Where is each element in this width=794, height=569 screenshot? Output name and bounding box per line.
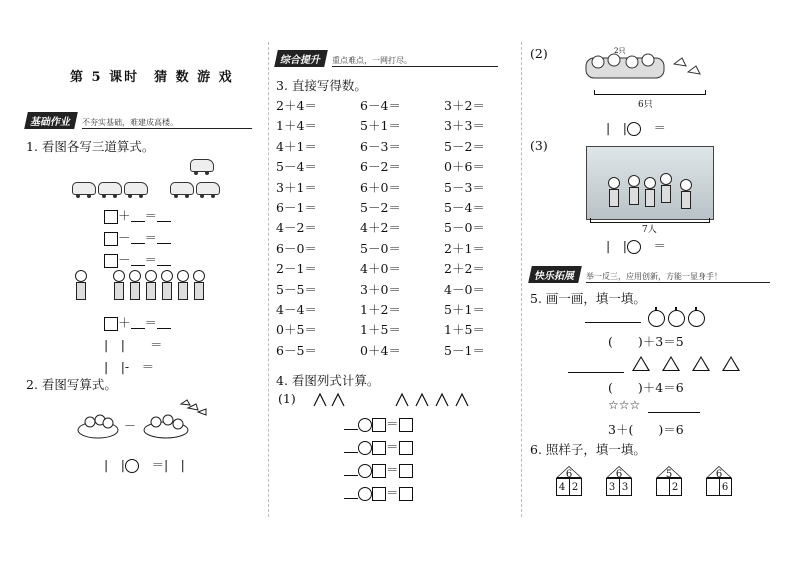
operator-circle[interactable] (125, 459, 139, 473)
math-item[interactable]: 3＋3＝ (444, 118, 485, 134)
drawing-line[interactable] (648, 412, 700, 413)
math-item[interactable]: 4－2＝ (276, 220, 317, 236)
math-item[interactable]: 4－0＝ (444, 281, 485, 297)
number-house (606, 466, 632, 496)
child-icon (627, 175, 639, 205)
answer-box[interactable] (372, 464, 386, 478)
car-group-illustration (72, 157, 222, 199)
math-item[interactable]: 6－4＝ (360, 98, 401, 113)
mental-math-grid (276, 96, 516, 366)
operator-circle[interactable] (358, 441, 372, 455)
happy-banner (530, 266, 770, 283)
children-illustration (74, 270, 208, 304)
math-item[interactable]: 5－5＝ (276, 281, 317, 297)
answer-box[interactable] (399, 487, 413, 501)
answer-blank[interactable] (157, 255, 171, 266)
house-right-number[interactable]: 2 (671, 482, 679, 493)
basic-banner (26, 112, 252, 129)
child-icon (679, 179, 691, 209)
children-equations: ＋ ＝ | | ＝ | |- ＝ (104, 312, 171, 378)
car-icon (170, 182, 194, 195)
comprehensive-banner (276, 50, 498, 67)
math-item[interactable]: 2－1＝ (276, 261, 317, 277)
section-note: 举一反三，应用创新，方能一显身手！ (586, 271, 770, 283)
operator-circle[interactable] (627, 122, 641, 136)
nests-illustration (76, 398, 216, 443)
answer-blank[interactable] (131, 233, 145, 244)
part-2-equation: | | ＝ (606, 120, 666, 135)
question-3: 3. 直接写得数。 (276, 78, 367, 93)
question-4: 4. 看图列式计算。 (276, 373, 380, 388)
math-item[interactable]: 5－1＝ (444, 342, 485, 358)
answer-box[interactable] (104, 232, 118, 246)
math-item[interactable]: 6－0＝ (276, 240, 317, 256)
math-item[interactable]: 4＋0＝ (360, 261, 401, 277)
answer-blank[interactable] (157, 233, 171, 244)
car-icon (124, 182, 148, 195)
lesson-title: 第 5 课时 猜 数 游 戏 (70, 70, 234, 85)
question-5: 5. 画一画，填一填。 (530, 291, 646, 306)
math-item[interactable]: 0＋5＝ (276, 322, 317, 338)
answer-blank[interactable] (157, 211, 171, 222)
part-3-equation: | | ＝ (606, 238, 666, 253)
number-house (556, 466, 582, 496)
question-2: 2. 看图写算式。 (26, 377, 117, 392)
operator-circle[interactable] (627, 240, 641, 254)
house-top-number: 6 (715, 469, 723, 480)
math-item[interactable]: 5－0＝ (444, 220, 485, 236)
stars: ☆☆☆ (608, 398, 641, 412)
math-item[interactable]: 2＋1＝ (444, 240, 485, 256)
answer-box[interactable] (399, 441, 413, 455)
math-item[interactable]: 4＋2＝ (360, 220, 401, 236)
math-item[interactable]: 5＋1＝ (360, 118, 401, 134)
house-top-number: 5 (665, 469, 673, 480)
brace (594, 90, 706, 95)
triangle-icon (692, 356, 710, 371)
part-2-label: (2) (530, 46, 548, 61)
house-right-number[interactable]: 2 (571, 482, 579, 493)
math-item[interactable]: 2＋4＝ (276, 98, 317, 113)
answer-box[interactable] (372, 418, 386, 432)
house-left-number[interactable]: 4 (558, 482, 566, 493)
math-item[interactable]: 6＋0＝ (360, 179, 401, 195)
apple-icon (688, 310, 705, 327)
child-icon (607, 177, 619, 207)
math-item[interactable]: 5－2＝ (444, 138, 485, 154)
part-1-label: (1) (278, 391, 296, 406)
svg-text:2只: 2只 (614, 47, 626, 55)
apples (648, 310, 708, 331)
question-1: 1. 看图各写三道算式。 (26, 139, 155, 154)
svg-text:－: － (124, 419, 137, 433)
answer-box[interactable] (399, 418, 413, 432)
answer-blank[interactable] (344, 465, 358, 476)
operator-circle[interactable] (358, 487, 372, 501)
car-icon (72, 182, 96, 195)
house-top-number: 6 (565, 469, 573, 480)
triangle-icon (722, 356, 740, 371)
apple-icon (668, 310, 685, 327)
math-item[interactable]: 1＋4＝ (276, 118, 317, 134)
brace-label: 7人 (642, 225, 657, 235)
child-icon (659, 173, 671, 203)
child-icon (176, 270, 188, 300)
math-item[interactable]: 5＋1＝ (444, 302, 485, 317)
triangle-icon (632, 356, 650, 371)
answer-box[interactable] (104, 210, 118, 224)
house-top-number: 6 (615, 469, 623, 480)
house-left-number[interactable]: 3 (608, 482, 616, 493)
section-tag: 快乐拓展 (528, 266, 582, 283)
math-item[interactable]: 3＋0＝ (360, 281, 401, 297)
child-icon (160, 270, 172, 300)
math-item[interactable]: 3＋1＝ (276, 179, 317, 195)
math-item[interactable]: 5－0＝ (360, 240, 401, 256)
house-right-number[interactable]: 3 (621, 482, 629, 493)
brace-label: 6只 (638, 100, 653, 110)
part-1-equations: ＝ ＝ ＝ ＝ (344, 412, 413, 504)
section-tag: 综合提升 (274, 50, 328, 67)
math-item[interactable]: 3＋2＝ (444, 98, 485, 113)
child-icon (643, 177, 655, 207)
math-item[interactable]: 4＋1＝ (276, 138, 317, 154)
number-house (706, 466, 732, 496)
math-item[interactable]: 0＋6＝ (444, 159, 485, 175)
answer-box[interactable] (104, 254, 118, 268)
triangle-icon (662, 356, 680, 371)
apple-icon (648, 310, 665, 327)
math-item[interactable]: 1＋2＝ (360, 302, 401, 317)
equation-3: 3＋( )＝6 (608, 422, 684, 437)
car-icon (190, 159, 214, 172)
answer-blank[interactable] (131, 318, 145, 329)
answer-box[interactable] (104, 317, 118, 331)
child-icon (128, 270, 140, 300)
operator-circle[interactable] (358, 418, 372, 432)
section-note: 不夯实基础，难建成高楼。 (82, 117, 252, 129)
column-divider (268, 42, 269, 517)
answer-box[interactable] (372, 441, 386, 455)
math-item[interactable]: 6－3＝ (360, 138, 401, 154)
math-item[interactable]: 2＋2＝ (444, 261, 485, 277)
answer-blank[interactable] (157, 318, 171, 329)
car-icon (98, 182, 122, 195)
sticks-illustration (312, 392, 482, 408)
child-icon (144, 270, 156, 300)
house-right-number[interactable]: 6 (721, 482, 729, 493)
operator-circle[interactable] (358, 464, 372, 478)
nest-equation: | | ＝| | (104, 457, 185, 472)
math-item[interactable]: 1＋5＝ (360, 322, 401, 338)
number-house (656, 466, 682, 496)
math-item[interactable]: 6－2＝ (360, 159, 401, 175)
answer-box[interactable] (399, 464, 413, 478)
answer-blank[interactable] (344, 442, 358, 453)
math-item[interactable]: 5－2＝ (360, 200, 401, 215)
answer-blank[interactable] (131, 255, 145, 266)
answer-blank[interactable] (344, 419, 358, 430)
children-playing-photo (586, 146, 714, 220)
drawing-line[interactable] (568, 372, 624, 373)
math-item[interactable]: 4－4＝ (276, 302, 317, 317)
part-3-label: (3) (530, 138, 548, 153)
child-icon (74, 270, 86, 300)
equation-1: ( )＋3＝5 (608, 334, 684, 349)
math-item[interactable]: 5－4＝ (444, 200, 485, 215)
child-icon (192, 270, 204, 300)
column-divider (521, 42, 522, 517)
math-item[interactable]: 6－1＝ (276, 200, 317, 215)
section-note: 重点难点，一网打尽。 (332, 55, 498, 67)
answer-box[interactable] (372, 487, 386, 501)
car-icon (196, 182, 220, 195)
birds-illustration (584, 44, 714, 84)
triangles (632, 356, 740, 371)
answer-blank[interactable] (131, 211, 145, 222)
child-icon (112, 270, 124, 300)
drawing-line[interactable] (585, 322, 641, 323)
section-tag: 基础作业 (24, 112, 78, 129)
math-item[interactable]: 5－3＝ (444, 179, 485, 195)
math-item[interactable]: 0＋4＝ (360, 342, 401, 358)
equation-2: ( )＋4＝6 (608, 380, 684, 395)
math-item[interactable]: 6－5＝ (276, 342, 317, 358)
math-item[interactable]: 1＋5＝ (444, 322, 485, 338)
question-6: 6. 照样子，填一填。 (530, 442, 646, 457)
car-equations: ＋ ＝ － ＝ － ＝ (104, 205, 171, 271)
answer-blank[interactable] (344, 488, 358, 499)
math-item[interactable]: 5－4＝ (276, 159, 317, 175)
